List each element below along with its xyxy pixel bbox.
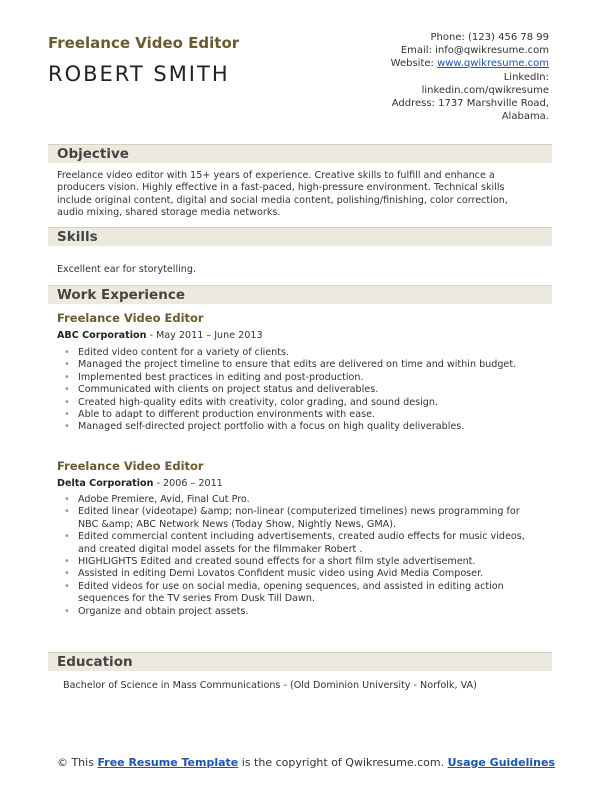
- contact-website: [319, 57, 549, 70]
- contact-block: [319, 31, 549, 123]
- job-2-company-name: Delta Corporation: [57, 478, 154, 489]
- list-item: • Edited video content for a variety of clients.: [57, 347, 537, 359]
- contact-address-line2: Alabama.: [501, 111, 549, 123]
- work-experience-heading: Work Experience: [57, 287, 185, 303]
- job-1-dates: - May 2011 – June 2013: [146, 330, 263, 341]
- work-experience-section-header: [48, 285, 552, 304]
- list-item: • Edited commercial content including advertisements, created audio effects for music videos, and created digital model assets for the filmmaker Robert .: [57, 531, 537, 556]
- usage-guidelines-link[interactable]: Usage Guidelines: [447, 756, 556, 769]
- contact-linkedin-label: LinkedIn:: [503, 71, 549, 83]
- list-item: • Edited videos for use on social media, opening sequences, and assisted in editing action sequences for the TV series From Dusk Till Dawn.: [57, 581, 537, 606]
- footer-copyright: [56, 756, 556, 770]
- job-1-title: Freelance Video Editor: [57, 311, 204, 325]
- job-1-company-name: ABC Corporation: [57, 330, 147, 341]
- job-2-company: [57, 478, 223, 489]
- list-item: • Managed the project timeline to ensure that edits are delivered on time and within budget.: [57, 359, 537, 371]
- objective-text: Freelance video editor with 15+ years of experience. Creative skills to fulfill and enhance a producers vision. Highly effective in a fast-paced, high-pressure environment. Technical skills include original content, digital and social media content, polishing/finishing, color correction, audio mixing, shared storage media networks.: [57, 170, 508, 219]
- list-item: • Created high-quality edits with creativity, color grading, and sound design.: [57, 397, 537, 409]
- job-2-bullets: [57, 494, 537, 618]
- skills-section-header: [48, 227, 552, 246]
- job-title: Freelance Video Editor: [48, 34, 240, 52]
- contact-address-line1: Address: 1737 Marshville Road,: [391, 98, 549, 110]
- list-item: • HIGHLIGHTS Edited and created sound effects for a short film style advertisement.: [57, 556, 537, 568]
- candidate-name: ROBERT SMITH: [48, 62, 230, 86]
- contact-linkedin-value: linkedin.com/qwikresume: [421, 84, 549, 96]
- job-1-company: [57, 330, 263, 341]
- job-1-bullets: [57, 347, 537, 434]
- contact-email: Email: info@qwikresume.com: [400, 45, 549, 57]
- objective-heading: Objective: [57, 146, 129, 162]
- skills-text: Excellent ear for storytelling.: [57, 264, 197, 275]
- list-item: • Communicated with clients on project status and deliverables.: [57, 384, 537, 396]
- free-resume-template-link[interactable]: Free Resume Template: [97, 756, 239, 769]
- education-text: Bachelor of Science in Mass Communications - (Old Dominion University - Norfolk, VA): [63, 680, 477, 691]
- website-link[interactable]: www.qwikresume.com: [437, 58, 549, 70]
- list-item: • Organize and obtain project assets.: [57, 606, 537, 618]
- list-item: • Adobe Premiere, Avid, Final Cut Pro.: [57, 494, 537, 506]
- website-label: Website:: [390, 58, 438, 70]
- skills-heading: Skills: [57, 229, 98, 245]
- footer-prefix: © This: [56, 756, 98, 769]
- footer-middle: is the copyright of Qwikresume.com.: [238, 756, 448, 769]
- job-2-dates: - 2006 – 2011: [153, 478, 223, 489]
- list-item: • Managed self-directed project portfolio with a focus on high quality deliverables.: [57, 421, 537, 433]
- list-item: • Assisted in editing Demi Lovatos Confident music video using Avid Media Composer.: [57, 568, 537, 580]
- list-item: • Implemented best practices in editing and post-production.: [57, 372, 537, 384]
- contact-phone: Phone: (123) 456 78 99: [430, 32, 549, 43]
- job-2-title: Freelance Video Editor: [57, 459, 204, 473]
- education-section-header: [48, 652, 552, 671]
- list-item: • Edited linear (videotape) &amp; non-linear (computerized timelines) news programming for NBC &amp; ABC Network News (Today Show, Nightly News, GMA).: [57, 506, 537, 531]
- objective-section-header: [48, 144, 552, 163]
- education-heading: Education: [57, 654, 133, 670]
- list-item: • Able to adapt to different production environments with ease.: [57, 409, 537, 421]
